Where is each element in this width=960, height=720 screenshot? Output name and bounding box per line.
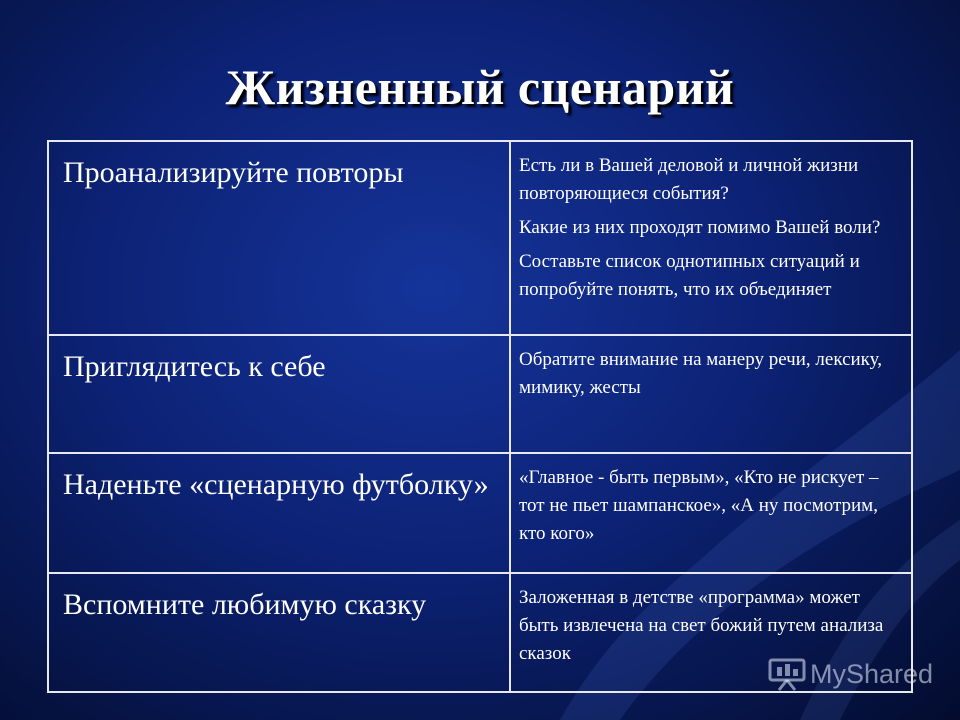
slide-title: Жизненный сценарий xyxy=(225,59,735,115)
row-3-line-1: «Главное - быть первым», «Кто не рискует – тот не пьет шампанское», «А ну посмотрим, кто кого» xyxy=(519,467,879,544)
table-row xyxy=(48,141,912,335)
presentation-board-icon xyxy=(768,657,806,691)
row-1-description xyxy=(510,141,912,335)
watermark-text: MyShared xyxy=(810,658,934,689)
row-1-line-3: Составьте список однотипных ситуаций и попробуйте понять, что их объединяет xyxy=(519,251,860,300)
myshared-watermark xyxy=(768,657,933,691)
row-2-line-1: Обратите внимание на манеру речи, лексику, мимику, жесты xyxy=(519,349,882,398)
row-1-heading: Проанализируйте повторы xyxy=(48,141,510,335)
table-row xyxy=(48,335,912,453)
table-row xyxy=(48,453,912,573)
row-3-heading: Наденьте «сценарную футболку» xyxy=(48,453,510,573)
row-1-line-1: Есть ли в Вашей деловой и личной жизни повторяющиеся события? xyxy=(519,155,859,204)
row-1-line-2: Какие из них проходят помимо Вашей воли? xyxy=(519,217,881,238)
row-4-heading: Вспомните любимую сказку xyxy=(48,573,510,692)
row-2-description xyxy=(510,335,912,453)
row-3-description xyxy=(510,453,912,573)
row-4-line-1: Заложенная в детстве «программа» может быть извлечена на свет божий путем анализа сказок xyxy=(519,587,884,664)
row-2-heading: Приглядитесь к себе xyxy=(48,335,510,453)
scenario-table xyxy=(47,140,913,693)
